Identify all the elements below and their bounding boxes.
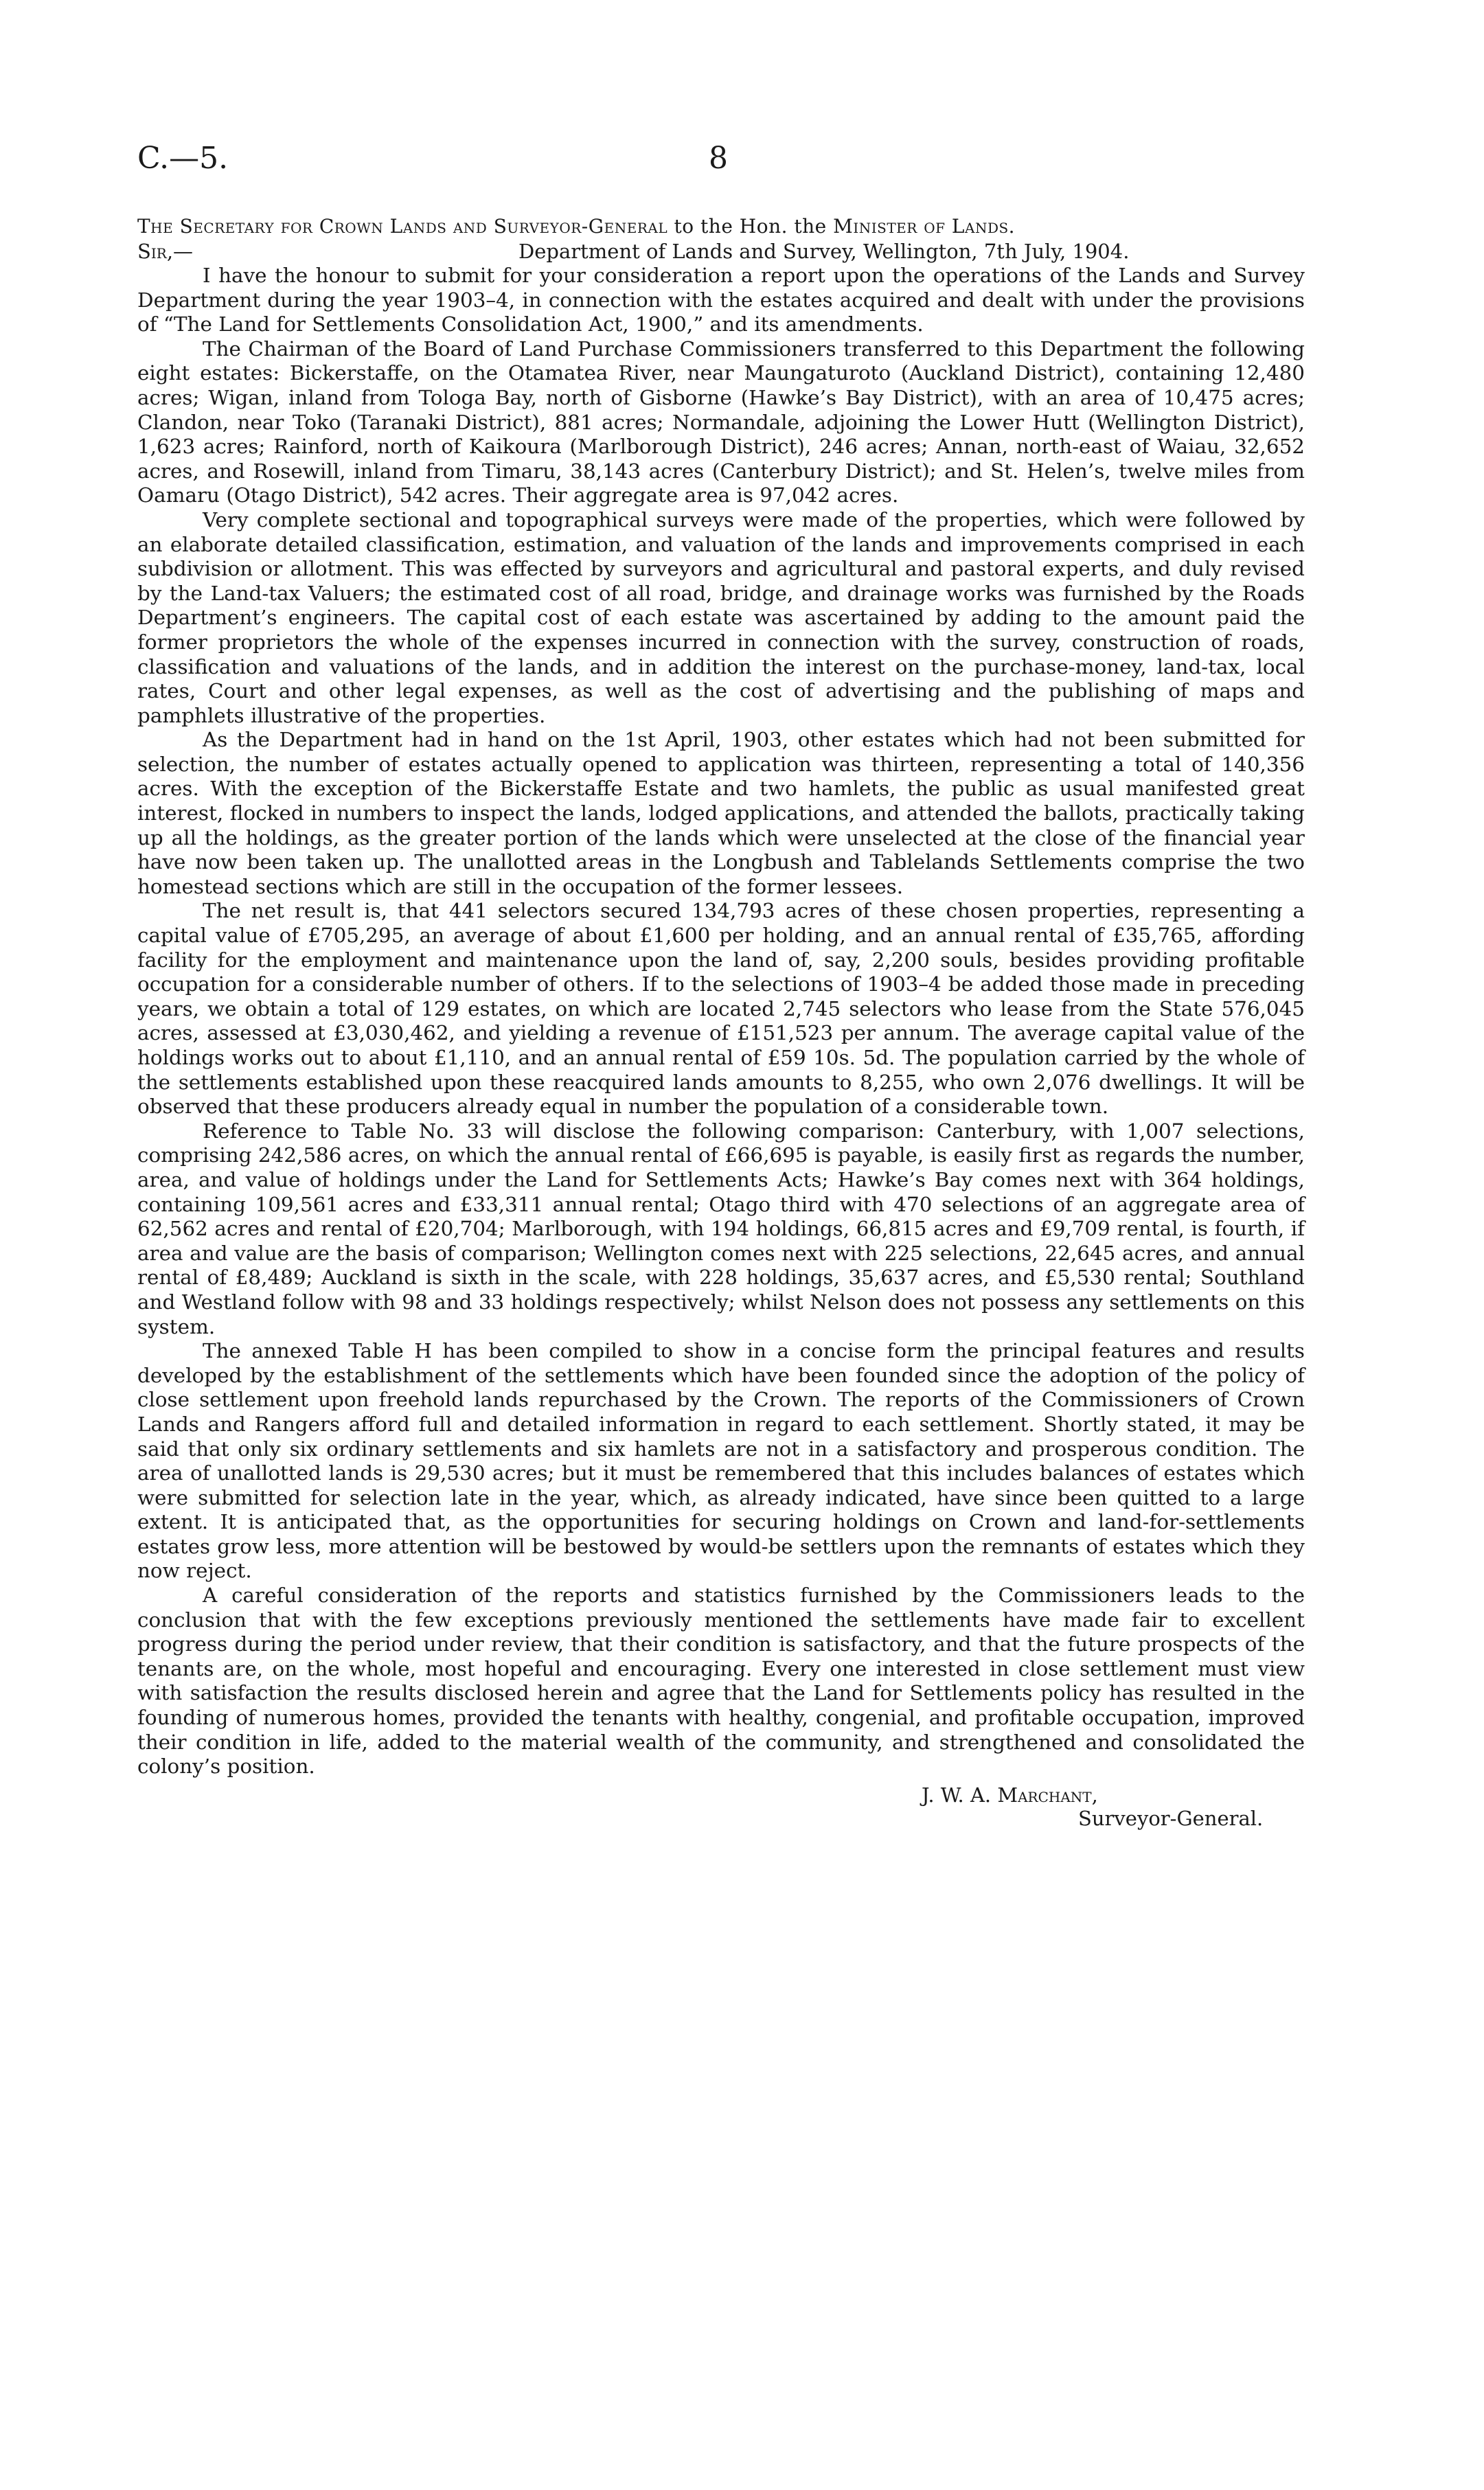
address-line: [137, 214, 1305, 239]
signature-block: [137, 1783, 1305, 1830]
paragraph-conclusion: A careful consideration of the reports and statistics furnished by the Commissioners leads to the conclusion that with the few exceptions previously mentioned the settlements have made fair to excellent progress during the period under review, that their condition is satisfactory, and that the future prospects of the tenants are, on the whole, most hopeful and encouraging. Every one interested in close settlement must view with satisfaction the results disclosed herein and agree that the Land for Settlements policy has resulted in the founding of numerous homes, provided the tenants with healthy, congenial, and profitable occupation, improved their condition in life, added to the material wealth of the community, and strengthened and consolidated the colony’s position.: [137, 1584, 1305, 1779]
page-header: [137, 141, 1360, 189]
paragraph-introduction: I have the honour to submit for your consideration a report upon the operations of the Lands and Survey Department during the year 1903–4, in connection with the estates acquired and dealt with under the provisions of “The Land for Settlements Consolidation Act, 1900,” and its amendments.: [137, 264, 1305, 336]
paragraph-comparison: Reference to Table No. 33 will disclose the following comparison: Canterbury, with 1,007 selections, comprising 242,586 acres, on which the annual rental of £66,695 is payable, is easily first as regards the number, area, and value of holdings under the Land for Settlements Acts; Hawke’s Bay comes next with 364 holdings, containing 109,561 acres and £33,311 annual rental; Otago third with 470 selections of an aggregate area of 62,562 acres and rental of £20,704; Marlborough, with 194 holdings, 66,815 acres and £9,709 rental, is fourth, if area and value are the basis of comparison; Wellington comes next with 225 selections, 22,645 acres, and annual rental of £8,489; Auckland is sixth in the scale, with 228 holdings, 35,637 acres, and £5,530 rental; Southland and Westland follow with 98 and 33 holdings respectively; whilst Nelson does not possess any settlements on this system.: [137, 1119, 1305, 1338]
address-sender: The Secretary for Crown Lands and Surveyor-General: [137, 215, 668, 238]
signatory-initials: J. W. A.: [922, 1783, 998, 1807]
salutation-row: [137, 239, 1305, 264]
letter-body: [137, 214, 1305, 1830]
signatory-surname: Marchant,: [997, 1783, 1098, 1807]
paragraph-table-h: The annexed Table H has been compiled to show in a concise form the principal features and results developed by the establishment of the settlements which have been founded since the adoption of the policy of close settlement upon freehold lands repurchased by the Crown. The reports of the Commissioners of Crown Lands and Rangers afford full and detailed information in regard to each settlement. Shortly stated, it may be said that only six ordinary settlements and six hamlets are not in a satisfactory and prosperous condition. The area of unallotted lands is 29,530 acres; but it must be remembered that this includes balances of estates which were submitted for selection late in the year, which, as already indicated, have since been quitted to a large extent. It is anticipated that, as the opportunities for securing holdings on Crown and land-for-settlements estates grow less, more attention will be bestowed by would-be settlers upon the remnants of estates which they now reject.: [137, 1339, 1305, 1583]
signatory-name: [922, 1783, 1305, 1807]
dateline: Department of Lands and Survey, Wellington, 7th July, 1904.: [518, 240, 1130, 263]
paragraph-estates-opened: As the Department had in hand on the 1st April, 1903, other estates which had not been submitted for selection, the number of estates actually opened to application was thirteen, representing a total of 140,356 acres. With the exception of the Bickerstaffe Estate and two hamlets, the public as usual manifested great interest, flocked in numbers to inspect the lands, lodged applications, and attended the ballots, practically taking up all the holdings, as the greater portion of the lands which were unselected at the close of the financial year have now been taken up. The unallotted areas in the Longbush and Tablelands Settlements comprise the two homestead sections which are still in the occupation of the former lessees.: [137, 728, 1305, 898]
paragraph-net-result: The net result is, that 441 selectors secured 134,793 acres of these chosen properties, representing a capital value of £705,295, an average of about £1,600 per holding, and an annual rental of £35,765, affording facility for the employment and maintenance upon the land of, say, 2,200 souls, besides providing profitable occupation for a considerable number of others. If to the selections of 1903–4 be added those made in preceding years, we obtain a total of 129 estates, on which are located 2,745 selectors who lease from the State 576,045 acres, assessed at £3,030,462, and yielding a revenue of £151,523 per annum. The average capital value of the holdings works out to about £1,110, and an annual rental of £59 10s. 5d. The population carried by the whole of the settlements established upon these reacquired lands amounts to 8,255, who own 2,076 dwellings. It will be observed that these producers already equal in number the population of a considerable town.: [137, 899, 1305, 1119]
signatory-title: Surveyor-General.: [1078, 1806, 1264, 1830]
page-number: 8: [709, 141, 728, 176]
address-connector: to the Hon. the: [667, 215, 834, 238]
document-reference: C.—5.: [137, 141, 229, 176]
paragraph-surveys: Very complete sectional and topographical surveys were made of the properties, which were followed by an elaborate detailed classification, estimation, and valuation of the lands and improvements comprised in each subdivision or allotment. This was effected by surveyors and agricultural and pastoral experts, and duly revised by the Land-tax Valuers; the estimated cost of all road, bridge, and drainage works was furnished by the Roads Department’s engineers. The capital cost of each estate was ascertained by adding to the amount paid the former proprietors the whole of the expenses incurred in connection with the survey, construction of roads, classification and valuations of the lands, and in addition the interest on the purchase-money, land-tax, local rates, Court and other legal expenses, as well as the cost of advertising and the publishing of maps and pamphlets illustrative of the properties.: [137, 507, 1305, 727]
address-recipient: Minister of Lands.: [833, 215, 1016, 238]
salutation: Sir,—: [137, 240, 194, 263]
paragraph-estates-transferred: The Chairman of the Board of Land Purchase Commissioners transferred to this Department the following eight estates: Bickerstaffe, on the Otamatea River, near Maungaturoto (Auckland District), containing 12,480 acres; Wigan, inland from Tologa Bay, north of Gisborne (Hawke’s Bay District), with an area of 10,475 acres; Clandon, near Toko (Taranaki District), 881 acres; Normandale, adjoining the Lower Hutt (Wellington District), 1,623 acres; Rainford, north of Kaikoura (Marlborough District), 246 acres; Annan, north-east of Waiau, 32,652 acres, and Rosewill, inland from Timaru, 38,143 acres (Canterbury District); and St. Helen’s, twelve miles from Oamaru (Otago District), 542 acres. Their aggregate area is 97,042 acres.: [137, 336, 1305, 507]
